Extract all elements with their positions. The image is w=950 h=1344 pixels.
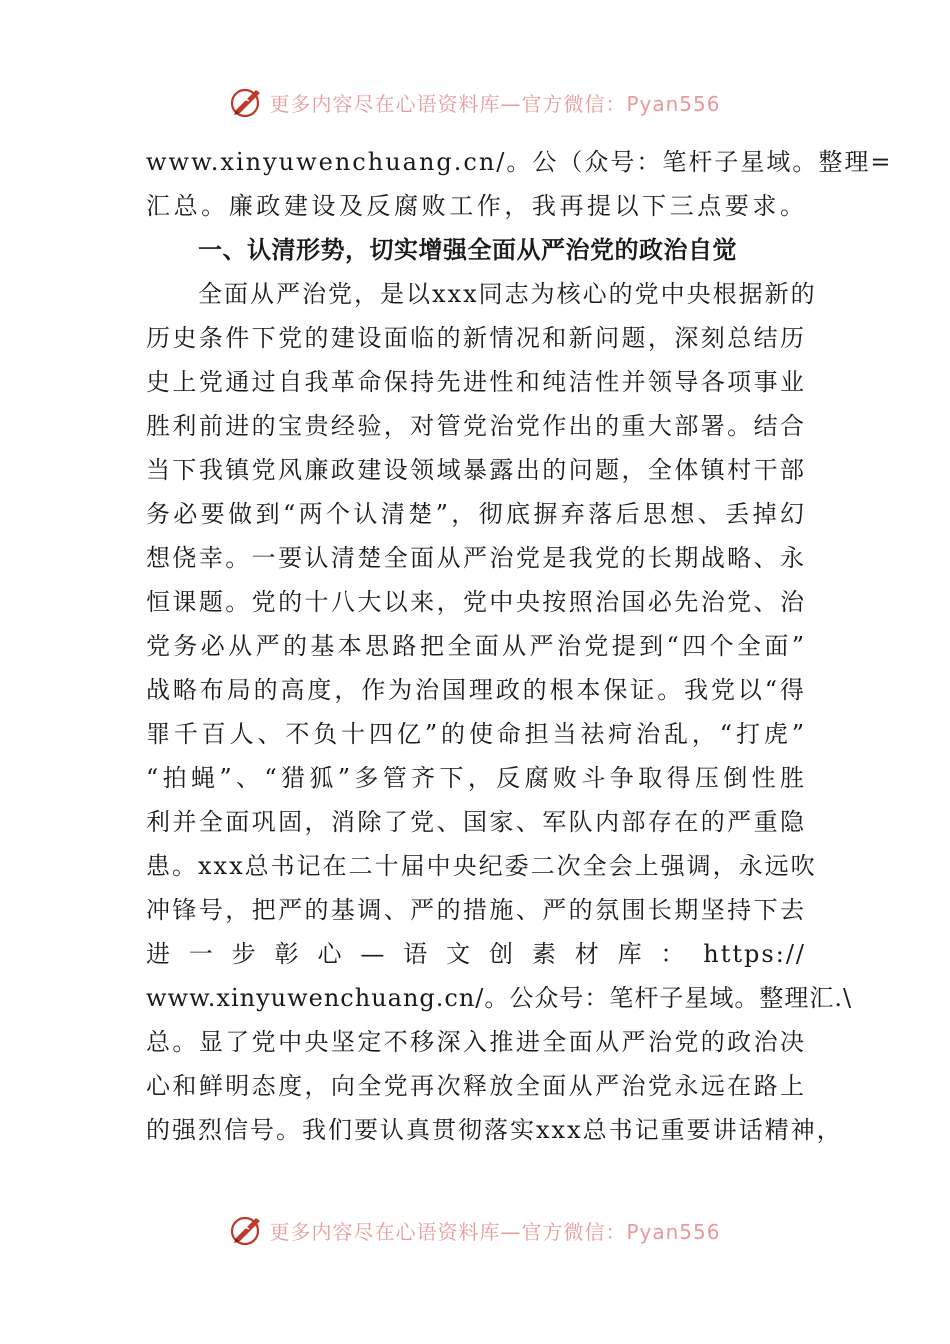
body-line: 罪千百人、不负十四亿”的使命担当祛疴治乱，“打虎” bbox=[146, 720, 806, 748]
body-line: 汇总。廉政建设及反腐败工作，我再提以下三点要求。 bbox=[146, 192, 806, 220]
body-line: 进一步彰心—语文创素材库：https:// bbox=[146, 940, 806, 968]
footer-watermark-banner bbox=[0, 1210, 950, 1250]
document-body bbox=[146, 140, 893, 1152]
header-watermark-banner bbox=[0, 82, 950, 122]
body-line: 务必要做到“两个认清楚”，彻底摒弃落后思想、丢掉幻 bbox=[146, 500, 806, 528]
body-line: 冲锋号，把严的基调、严的措施、严的氛围长期坚持下去 bbox=[146, 896, 806, 924]
body-line: 想侥幸。一要认清楚全面从严治党是我党的长期战略、永 bbox=[146, 544, 806, 572]
section-heading: 一、认清形势，切实增强全面从严治党的政治自觉 bbox=[198, 235, 737, 264]
body-line: 胜利前进的宝贵经验，对管党治党作出的重大部署。结合 bbox=[146, 412, 806, 440]
body-line: 党务必从严的基本思路把全面从严治党提到“四个全面” bbox=[146, 632, 806, 660]
body-line: 战略布局的高度，作为治国理政的根本保证。我党以“得 bbox=[146, 676, 806, 704]
body-line: 心和鲜明态度，向全党再次释放全面从严治党永远在路上 bbox=[146, 1072, 806, 1100]
body-line: 当下我镇党风廉政建设领域暴露出的问题，全体镇村干部 bbox=[146, 456, 806, 484]
body-line: 的强烈信号。我们要认真贯彻落实xxx总书记重要讲话精神， bbox=[146, 1116, 843, 1144]
body-line: 史上党通过自我革命保持先进性和纯洁性并领导各项事业 bbox=[146, 368, 806, 396]
body-line: 全面从严治党，是以xxx同志为核心的党中央根据新的 bbox=[198, 280, 817, 308]
pen-circle-logo-icon bbox=[229, 84, 265, 120]
pen-circle-logo-icon bbox=[229, 1212, 265, 1248]
body-line: 历史条件下党的建设面临的新情况和新问题，深刻总结历 bbox=[146, 324, 806, 352]
banner-text: 更多内容尽在心语资料库—官方微信：Pyan556 bbox=[269, 91, 721, 116]
body-line: 利并全面巩固，消除了党、国家、军队内部存在的严重隐 bbox=[146, 808, 806, 836]
body-line: 患。xxx总书记在二十届中央纪委二次全会上强调，永远吹 bbox=[146, 852, 817, 880]
banner-text: 更多内容尽在心语资料库—官方微信：Pyan556 bbox=[269, 1219, 721, 1244]
body-line: “拍蝇”、“猎狐”多管齐下，反腐败斗争取得压倒性胜 bbox=[146, 764, 806, 792]
body-line: 总。显了党中央坚定不移深入推进全面从严治党的政治决 bbox=[146, 1028, 806, 1056]
body-line: www.xinyuwenchuang.cn/。公众号：笔杆子星域。整理汇.\ bbox=[146, 984, 853, 1012]
body-line: 恒课题。党的十八大以来，党中央按照治国必先治党、治 bbox=[146, 588, 806, 616]
body-line: www.xinyuwenchuang.cn/。公（众号：笔杆子星域。整理= bbox=[146, 148, 893, 176]
